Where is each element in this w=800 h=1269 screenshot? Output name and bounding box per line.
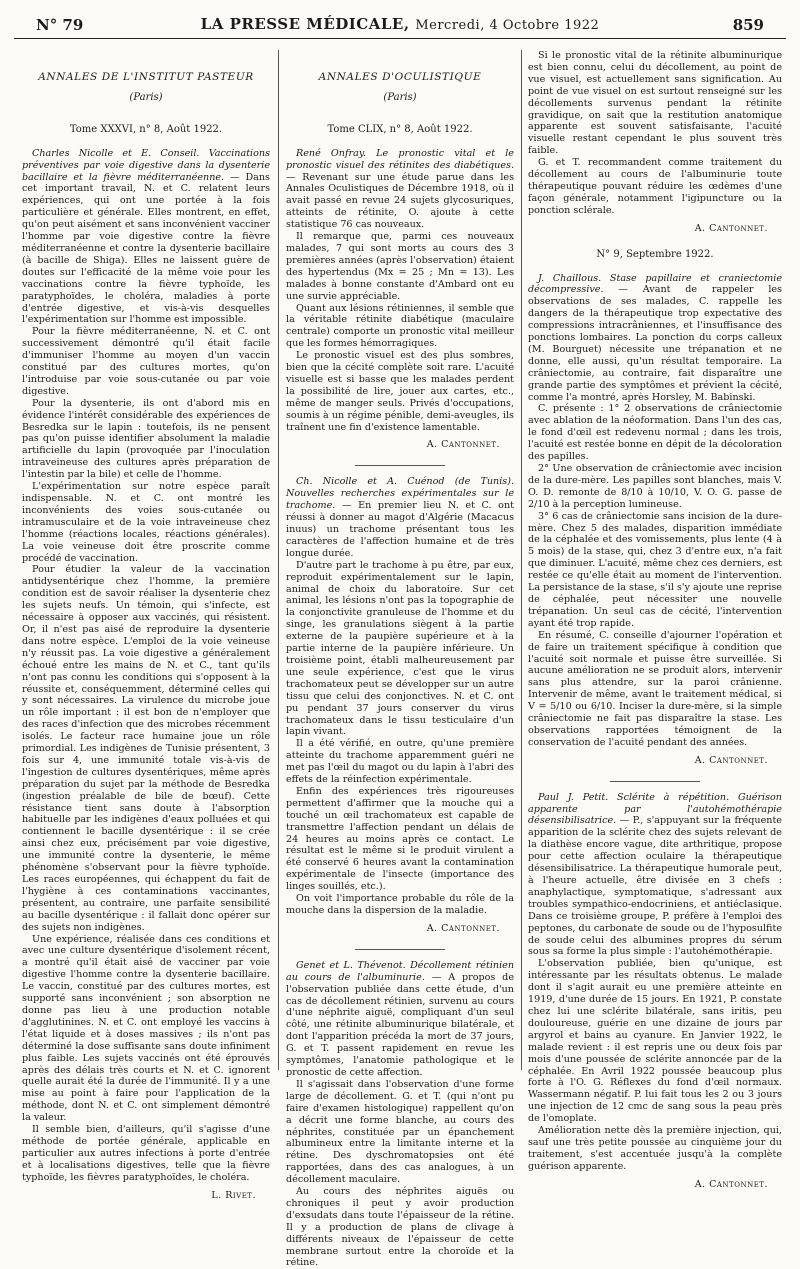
page-number: 859: [732, 16, 764, 34]
article-paragraph: L'observation publiée, bien qu'unique, est intéressante par les résultats obtenus. Le malade dont il s'agit aurait eu une première atteinte en 1919, d'une durée de 15 jours. En 1921, P. constate chez lui une sclérite bilatérale, sans iritis, peu douloureuse, guérie en une dizaine de jours par argyrol et bains au cyanure. En Janvier 1922, le malade revient : il est repris une ou deux fois par mois d'une poussée de sclérite annoncée par de la céphalée. En Avril 1922 poussée beaucoup plus forte à l'O. G. Réflexes du fond d'œil normaux. Wassermann négatif. P. lui fait tous les 2 ou 3 jours une injection de 12 cmc de sang sous la peau près de l'omoplate.: [528, 958, 782, 1125]
column-rule: [278, 50, 279, 1070]
journal-name: LA PRESSE MÉDICALE,: [200, 15, 410, 33]
article-paragraph: Amélioration nette dès la première injection, qui, sauf une très petite poussée au cinquième jour du traitement, s'est accentuée jusqu'à la complète guérison apparente.: [528, 1125, 782, 1172]
article-paragraph: Si le pronostic vital de la rétinite albuminurique est bien connu, celui du décollement, au point de vue visuel, est actuellement sans signification. Au point de vue visuel on est surtout renseigné sur les décollements survenus pendant la rétinite gravidique, on sait que la restitution anatomique apparente est souvent satisfaisante, l'acuité visuelle restant cependant le plus souvent très faible.: [528, 50, 782, 157]
article-separator: [610, 781, 700, 782]
column-rule: [521, 50, 522, 1070]
volume-line: N° 9, Septembre 1922.: [596, 248, 714, 260]
article-signature: A. Cantonnet.: [694, 1178, 768, 1190]
article-signature: A. Cantonnet.: [694, 222, 768, 234]
article-paragraph: Quant aux lésions rétiniennes, il semble que la véritable rétinite diabétique (maculaire centrale) comporte un pronostic vital meilleur que les formes hémorragiques.: [286, 302, 514, 350]
article-paragraph: Ch. Nicolle et A. Cuénod (de Tunis). Nouvelles recherches expérimentales sur le trachome. — En premier lieu N. et C. ont réussi à donner au magot d'Algérie (Macacus inuus) un trachome présentant tous les caractères de l'affection humaine et de très longue durée.: [286, 476, 514, 559]
article-paragraph: L'expérimentation sur notre espèce paraît indispensable. N. et C. ont montré les inconvénients des voies sous-cutanée ou intramusculaire et de la voie intraveineuse chez l'homme (réactions locales, réactions générales). La voie veineuse doit être proscrite comme procédé de vaccination.: [22, 481, 270, 564]
section-title: ANNALES DE L'INSTITUT PASTEUR: [38, 71, 254, 83]
article-paragraph: Il semble bien, d'ailleurs, qu'il s'agisse d'une méthode de portée générale, applicable en particulier aux autres infections à porte d'entrée et à localisations digestives, telle que la fièvre typhoïde, les fièvres paratyphoïdes, le choléra.: [22, 1124, 270, 1183]
article-paragraph: Le pronostic visuel est des plus sombres, bien que la cécité complète soit rare. L'acuité visuelle est si basse que les malades perdent la possibilité de lire, jouer aux cartes, etc., même de manger seuls. Privés d'occupations, soumis à un régime pénible, demi-aveugles, ils traînent une fin d'existence lamentable.: [286, 350, 514, 433]
article-paragraph: Il a été vérifié, en outre, qu'une première atteinte du trachome apparemment guéri ne met pas l'œil du magot ou du lapin à l'abri des effets de la réinfection expérimentale.: [286, 738, 514, 786]
article-paragraph: Il s'agissait dans l'observation d'une forme large de décollement. G. et T. (qui n'ont pu faire d'examen histologique) rappellent qu'on a décrit une forme blanche, au cours des néphrites, constituée par un épanchement albumineux entre la limitante interne et la rétine. Des dyschromatopsies ont été rapportées, dans des cas analogues, à un décollement maculaire.: [286, 1078, 514, 1186]
article-paragraph: 3° 6 cas de crâniectomie sans incision de la dure-mère. Chez 5 des malades, disparition immédiate de la céphalée et des vomissements, plus lente (4 à 5 mois) de la stase, qui, chez 3 d'entre eux, n'a fait que diminuer. L'acuité, même chez ces derniers, est restée ce qu'elle était au moment de l'intervention. La persistance de la stase, s'il s'y ajoute une reprise de céphalée, peut nécessiter une nouvelle trépanation. Un seul cas de cécité, l'intervention ayant été trop rapide.: [528, 510, 782, 629]
article-paragraph: Charles Nicolle et E. Conseil. Vaccinations préventives par voie digestive dans la dysenterie bacillaire et la fièvre méditerranéenne. — Dans cet important travail, N. et C. relatent leurs expériences, qui ont une portée à la fois particulière et générale. Elles montrent, en effet, qu'on peut aisément et sans inconvénient vacciner l'homme par voie digestive contre la fièvre méditerranéenne et contre la dysenterie bacillaire (à bacille de Shiga). Elles ne laissent guère de doutes sur l'efficacité de la même voie pour les vaccinations contre la fièvre typhoïde, les paratyphoïdes, le choléra, maladies à porte d'entrée digestive, et vis-à-vis desquelles l'expérimentation sur l'homme est impossible.: [22, 147, 270, 326]
column-3: [528, 50, 782, 1190]
article-paragraph: René Onfray. Le pronostic vital et le pronostic visuel des rétinites des diabétiques. — Revenant sur une étude parue dans les Annales Oculistiques de Décembre 1918, où il avait passé en revue 24 sujets glycosuriques, atteints de rétinite, O. ajoute à cette statistique 76 cas nouveaux.: [286, 147, 514, 231]
article-paragraph: Paul J. Petit. Sclérite à répétition. Guérison apparente par l'autohémothérapie désensibilisatrice. — P., s'appuyant sur la fréquente apparition de la sclérite chez des sujets relevant de la diathèse encore vague, dite arthritique, propose pour cette affection oculaire la thérapeutique désensibilisatrice. La thérapeutique humorale peut, à l'heure actuelle, être divisée en 3 chefs : anaphylactique, symptomatique, s'adressant aux troubles sympathico-endocriniens, et antiéclasique. Dans ce troisième groupe, P. préfère à l'emploi des peptones, du carbonate de soude ou de l'hyposulfite de soude celui des albumines propres du sérum sous sa forme la plus simple : l'autohémothérapie.: [528, 791, 782, 958]
article-paragraph: Genet et L. Thévenot. Décollement rétinien au cours de l'albuminurie. — A propos de l'observation publiée dans cette étude, d'un cas de décollement rétinien, survenu au cours d'une néphrite aiguë, compliquant d'un seul côté, une rétinite albuminurique bilatérale, et dont l'apparition précéda la mort de 37 jours, G. et T. passent rapidement en revue les symptômes, l'anatomie pathologique et le pronostic de cette affection.: [286, 959, 514, 1078]
article-separator: [355, 465, 445, 466]
page-header: [14, 14, 786, 39]
article-paragraph: Enfin des expériences très rigoureuses permettent d'affirmer que la mouche qui a touché un œil trachomateux est capable de transmettre l'affection pendant un délais de 24 heures au moins après ce contact. Le résultat est le même si le produit virulent a été conservé 6 heures avant la contamination expérimentale de l'insecte (importance des linges souillés, etc.).: [286, 785, 514, 893]
article-heading: Genet et L. Thévenot. Décollement rétinien au cours de l'albuminurie.: [286, 959, 514, 983]
column-1: [22, 50, 270, 1201]
article-paragraph: Une expérience, réalisée dans ces conditions et avec une culture dysentérique d'isolement récent, a montré qu'il était aisé de vacciner par voie digestive l'homme contre la dysenterie bacillaire. Le vaccin, constitué par des cultures mortes, est supporté sans inconvénient ; son absorption ne donne pas lieu à une production notable d'agglutinines. N. et C. ont employé les vaccins à l'état liquide et à doses massives ; ils n'ont pas déterminé la dose suffisante sans doute infiniment plus faible. Les sujets vaccinés ont été éprouvés après des délais très courts et N. et C. ignorent quelle aurait été la durée de l'immunité. Il y a une mise au point à faire pour l'application de la méthode, dont N. et C. ont simplement démontré la valeur.: [22, 933, 270, 1124]
article-paragraph: En résumé, C. conseille d'ajourner l'opération et de faire un traitement spécifique à condition que l'acuité soit normale et puisse être surveillée. Si aucune amélioration ne se produit alors, intervenir sans plus attendre, sur la paroi crânienne. Intervenir de même, avant le traitement médical, si V = 5/10 ou 6/10. Inciser la dure-mère, si la simple crâniectomie ne fait pas disparaître la stase. Les observations rapportées témoignent de la conservation de l'acuité pendant des années.: [528, 629, 782, 748]
section-place: (Paris): [129, 91, 163, 103]
article-paragraph: G. et T. recommandent comme traitement du décollement au cours de l'albuminurie toute thérapeutique pouvant réduire les œdèmes d'une façon générale, notamment l'igipuncture ou la ponction sclérale.: [528, 157, 782, 216]
section-title: ANNALES D'OCULISTIQUE: [318, 71, 482, 83]
article-heading: Ch. Nicolle et A. Cuénod (de Tunis). Nouvelles recherches expérimentales sur le trachome.: [286, 476, 514, 512]
journal-title: [14, 15, 786, 33]
article-paragraph: 2° Une observation de crâniectomie avec incision de la dure-mère. Les papilles sont blanches, mais V. O. D. remonte de 8/10 à 10/10, V. O. G. passe de 2/10 à la perception lumineuse.: [528, 463, 782, 510]
article-paragraph: Il remarque que, parmi ces nouveaux malades, 7 qui sont morts au cours des 3 premières années (après l'observation) étaient des hypertendus (Mx = 25 ; Mn = 13). Les malades à bonne constante d'Ambard ont eu une survie appréciable.: [286, 231, 514, 302]
article-paragraph: Pour la fièvre méditerranéenne, N. et C. ont successivement démontré qu'il était facile d'immuniser l'homme au moyen d'un vaccin constitué par des cultures mortes, qu'on l'introduise par voie sous-cutanée ou par voie digestive.: [22, 326, 270, 397]
article-heading: J. Chaillous. Stase papillaire et craniectomie décompressive.: [528, 272, 782, 296]
section-place: (Paris): [383, 91, 417, 103]
article-paragraph: Au cours des néphrites aiguës ou chroniques il peut y avoir production d'exsudats dans toute l'épaisseur de la rétine. Il y a production de plans de clivage à différents niveaux de l'épaisseur de cette membrane surtout entre la choroïde et la rétine.: [286, 1186, 514, 1269]
article-paragraph: On voit l'importance probable du rôle de la mouche dans la dispersion de la maladie.: [286, 893, 514, 916]
article-heading: René Onfray. Le pronostic vital et le pronostic visuel des rétinites des diabétiques.: [286, 147, 514, 171]
article-signature: L. Rivet.: [211, 1189, 256, 1201]
issue-number: N° 79: [36, 16, 84, 34]
article-paragraph: D'autre part le trachome à pu être, par eux, reproduit expérimentalement sur le lapin, animal de choix du laboratoire. Sur cet animal, les lésions n'ont pas la topographie de la conjonctivite granuleuse de l'homme et du singe, les granulations siègent à la partie externe de la paupière supérieure et à la partie interne de la paupière inférieure. Un troisième point, établi malheureusement par une seule expérience, c'est que le virus trachomateux peut se développer sur un autre tissu que celui des conjonctives. N. et C. ont pu pendant 37 jours conserver du virus trachomateux dans le tissu testiculaire d'un lapin vivant.: [286, 559, 514, 738]
article-signature: A. Cantonnet.: [694, 754, 768, 766]
article-paragraph: Pour étudier la valeur de la vaccination antidysentérique chez l'homme, la première condition est de savoir réaliser la dysenterie chez les sujets neufs. Un témoin, qui s'infecte, est nécessaire à opposer aux vaccinés, qui résistent. Or, il n'est pas aisé de reproduire la dysenterie dans notre espèce. L'emploi de la voie veineuse n'y réussit pas. La voie digestive a généralement échoué entre les mains de N. et C., tant qu'ils n'ont pas connu les conditions qui s'opposent à la réussite et, conséquemment, déterminé celles qui y sont nécessaires. La virulence du microbe joue un rôle important : il est bon de n'employer que des races d'infection que des microbes récemment isolés. Le facteur race humaine joue un rôle primordial. Les indigènes de Tunisie présentent, 3 fois sur 4, une immunité totale vis-à-vis de l'ingestion de cultures dysentériques, même après préparation du sujet par la méthode de Besredka (ingestion préalable de bile de bœuf). Cette résistance tient sans doute à l'absorption habituelle par les indigènes d'eaux polluées et qui contiennent le bacille dysentérique : il se crée ainsi chez eux, précisément par voie digestive, une immunité contre la dysenterie, le même phénomène s'observant pour la fièvre typhoïde. Les races européennes, qui échappent du fait de l'hygiène à ces contaminations vaccinantes, présentent, au contraire, une parfaite sensibilité au bacille dysentérique : il fallait donc opérer sur des sujets non indigènes.: [22, 564, 270, 933]
article-heading: Charles Nicolle et E. Conseil. Vaccinations préventives par voie digestive dans la dysenterie bacillaire et la fièvre méditerranéenne.: [22, 147, 270, 183]
article-paragraph: Pour la dysenterie, ils ont d'abord mis en évidence l'intérêt considérable des expériences de Besredka sur le lapin : toutefois, ils ne pensent pas qu'on puisse identifier absolument la maladie artificielle du lapin (provoquée par l'inoculation intraveineuse des cultures après préparation de l'intestin par la bile) et celle de l'homme.: [22, 397, 270, 481]
article-separator: [355, 949, 445, 950]
volume-line: Tome CLIX, n° 8, Août 1922.: [327, 123, 473, 135]
article-signature: A. Cantonnet.: [426, 439, 500, 451]
article-paragraph: J. Chaillous. Stase papillaire et craniectomie décompressive. — Avant de rappeler les observations de ses malades, C. rappelle les dangers de la thérapeutique trop expectative des compressions intracrâniennes, et l'insuffisance des ponctions lombaires. La ponction du corps calleux (M. Bourguet) nécessite une trépanation et ne donne, elle aussi, qu'un résultat temporaire. La crâniectomie, au contraire, fait disparaître une grande partie des symptômes et prévient la cécité, comme l'a montré, après Horsley, M. Babinski.: [528, 272, 782, 403]
article-signature: A. Cantonnet.: [426, 922, 500, 934]
issue-date: Mercredi, 4 Octobre 1922: [415, 18, 600, 33]
volume-line: Tome XXXVI, n° 8, Août 1922.: [69, 123, 223, 135]
article-paragraph: C. présente : 1° 2 observations de crâniectomie avec ablation de la néoformation. Dans l'un des cas, le fond d'œil est redevenu normal ; dans les trois, l'acuité est restée bonne en dépit de la décoloration des papilles.: [528, 403, 782, 463]
article-heading: Paul J. Petit. Sclérite à répétition. Guérison apparente par l'autohémothérapie désensibilisatrice.: [528, 791, 782, 827]
column-2: [286, 50, 514, 1269]
